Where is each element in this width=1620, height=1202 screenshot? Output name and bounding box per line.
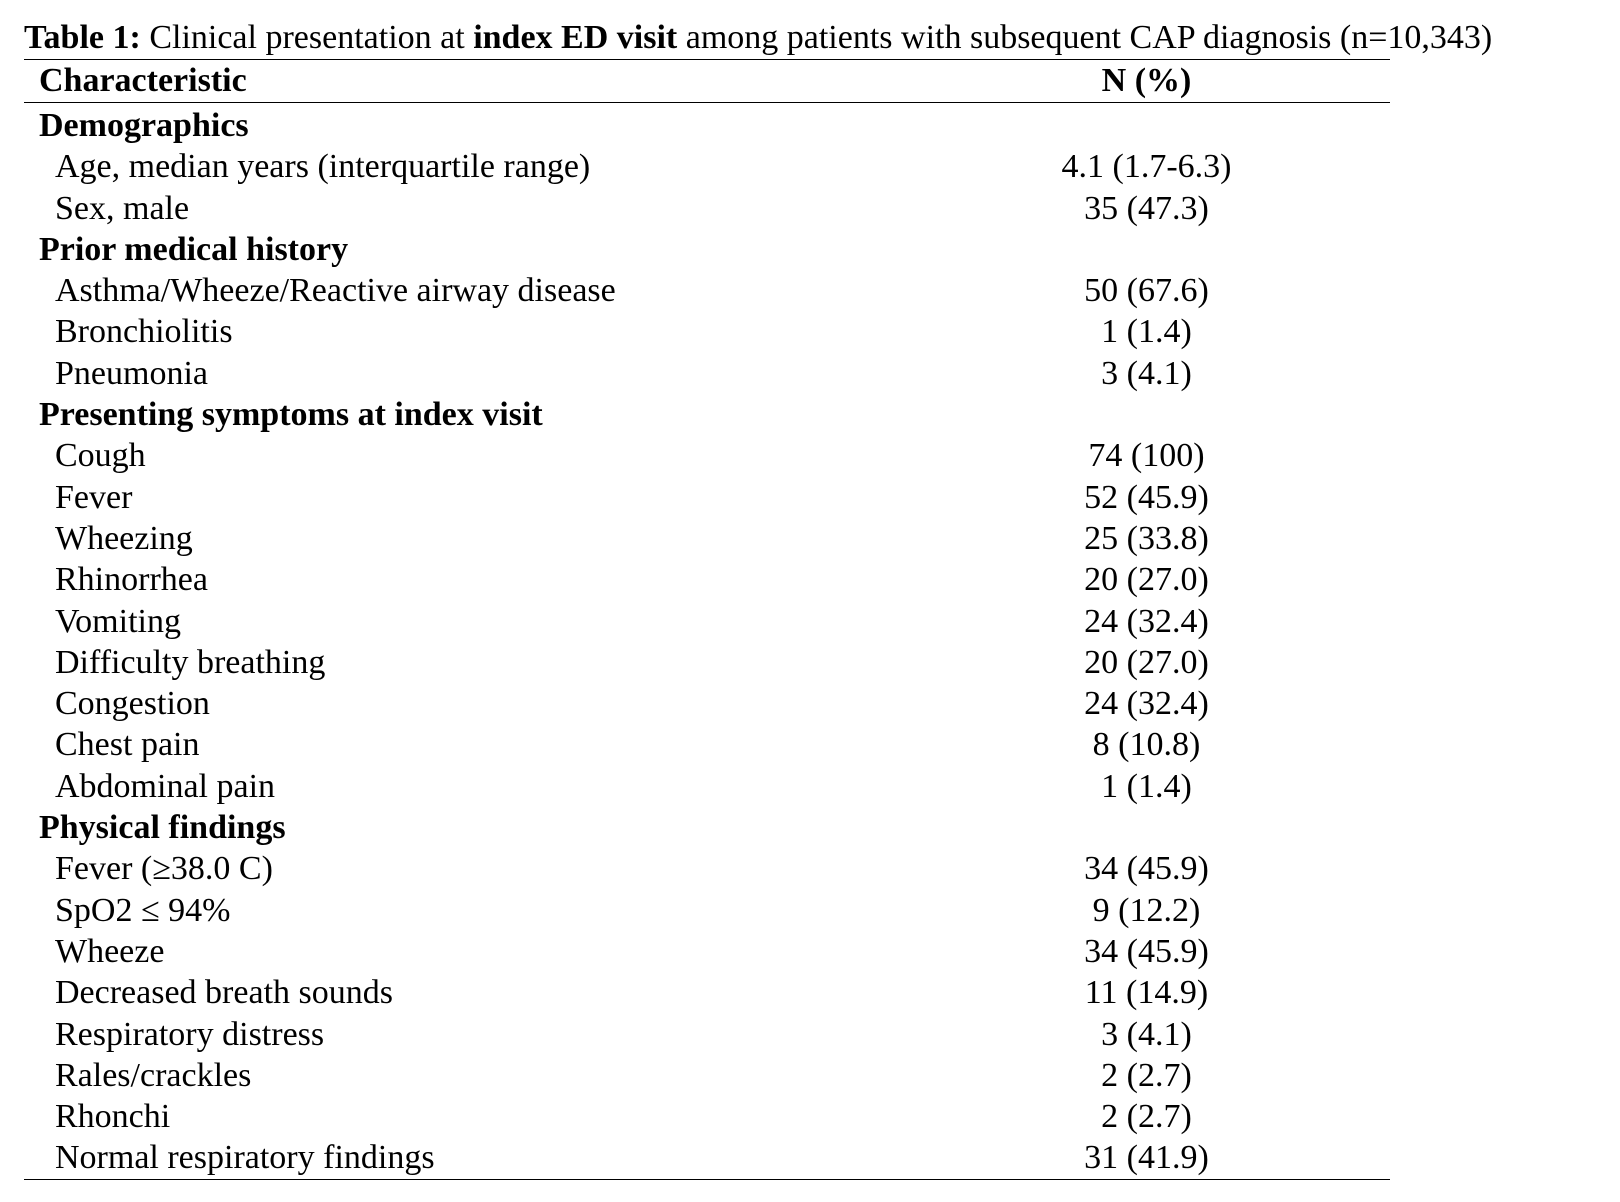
characteristic-cell: Normal respiratory findings <box>55 1139 435 1177</box>
section-heading: Demographics <box>39 107 249 144</box>
data-table <box>24 59 1390 1180</box>
n-percent-cell: 1 (1.4) <box>1101 767 1192 805</box>
n-percent-cell: 20 (27.0) <box>1084 643 1209 681</box>
table-row <box>24 146 1390 187</box>
n-percent-cell: 11 (14.9) <box>1084 974 1209 1012</box>
table-row <box>24 848 1390 889</box>
table-row <box>24 601 1390 642</box>
characteristic-cell: Rales/crackles <box>55 1056 252 1094</box>
table-caption-label: Table 1: <box>24 19 141 56</box>
n-percent-cell: 1 (1.4) <box>1101 313 1192 351</box>
table-row <box>24 311 1390 352</box>
characteristic-cell: Abdominal pain <box>55 767 276 805</box>
n-percent-cell: 3 (4.1) <box>1101 1015 1192 1053</box>
table-row <box>24 931 1390 972</box>
table-row <box>24 1055 1390 1096</box>
characteristic-cell: Congestion <box>55 685 210 723</box>
table-row <box>24 766 1390 807</box>
table-row <box>24 972 1390 1013</box>
table-caption-emphasis: index ED visit <box>473 19 678 56</box>
n-percent-cell: 20 (27.0) <box>1084 561 1209 599</box>
table-row <box>24 559 1390 600</box>
table-section-row <box>24 105 1390 146</box>
characteristic-cell: Rhinorrhea <box>55 561 208 599</box>
characteristic-cell: Sex, male <box>55 189 190 227</box>
table-row <box>24 1137 1390 1178</box>
characteristic-cell: Fever (≥38.0 C) <box>55 850 273 888</box>
header-characteristic: Characteristic <box>39 62 247 99</box>
table-row <box>24 435 1390 476</box>
n-percent-cell: 50 (67.6) <box>1084 272 1209 310</box>
characteristic-cell: Decreased breath sounds <box>55 974 393 1012</box>
n-percent-cell: 52 (45.9) <box>1084 478 1209 516</box>
n-percent-cell: 4.1 (1.7-6.3) <box>1061 148 1232 186</box>
n-percent-cell: 2 (2.7) <box>1101 1056 1192 1094</box>
characteristic-cell: Bronchiolitis <box>55 313 233 351</box>
characteristic-cell: Rhonchi <box>55 1098 171 1136</box>
table-row <box>24 188 1390 229</box>
table-row <box>24 518 1390 559</box>
characteristic-cell: Fever <box>55 478 133 516</box>
table-row <box>24 270 1390 311</box>
table-section-row <box>24 394 1390 435</box>
characteristic-cell: Age, median years (interquartile range) <box>55 148 591 186</box>
characteristic-cell: Asthma/Wheeze/Reactive airway disease <box>55 272 616 310</box>
characteristic-cell: Wheezing <box>55 519 193 557</box>
table-row <box>24 1014 1390 1055</box>
table-row <box>24 642 1390 683</box>
characteristic-cell: Wheeze <box>55 932 165 970</box>
n-percent-cell: 3 (4.1) <box>1101 354 1192 392</box>
characteristic-cell: Chest pain <box>55 726 200 764</box>
n-percent-cell: 74 (100) <box>1088 437 1205 475</box>
n-percent-cell: 24 (32.4) <box>1084 602 1209 640</box>
header-n-percent: N (%) <box>1101 62 1192 99</box>
table-section-row <box>24 229 1390 270</box>
characteristic-cell: Difficulty breathing <box>55 643 326 681</box>
characteristic-cell: Cough <box>55 437 146 475</box>
section-heading: Prior medical history <box>39 230 349 268</box>
n-percent-cell: 24 (32.4) <box>1084 685 1209 723</box>
section-heading: Presenting symptoms at index visit <box>39 396 543 434</box>
table-caption-text-end: among patients with subsequent CAP diagnosis (n=10,343) <box>677 19 1493 56</box>
table-row <box>24 477 1390 518</box>
n-percent-cell: 34 (45.9) <box>1084 850 1209 888</box>
table-section-row <box>24 807 1390 848</box>
n-percent-cell: 35 (47.3) <box>1084 189 1209 227</box>
table-bottom-rule <box>24 1179 1390 1180</box>
n-percent-cell: 25 (33.8) <box>1084 519 1209 557</box>
n-percent-cell: 2 (2.7) <box>1101 1098 1192 1136</box>
section-heading: Physical findings <box>39 809 286 847</box>
table-row <box>24 1096 1390 1137</box>
table-body <box>24 103 1390 1179</box>
characteristic-cell: SpO2 ≤ 94% <box>55 891 231 929</box>
characteristic-cell: Vomiting <box>55 602 181 640</box>
characteristic-cell: Pneumonia <box>55 354 208 392</box>
n-percent-cell: 34 (45.9) <box>1084 932 1209 970</box>
table-row <box>24 890 1390 931</box>
n-percent-cell: 31 (41.9) <box>1084 1139 1209 1177</box>
table-row <box>24 353 1390 394</box>
table-row <box>24 724 1390 765</box>
n-percent-cell: 9 (12.2) <box>1092 891 1201 929</box>
table-caption <box>24 16 1492 60</box>
table-caption-text: Clinical presentation at <box>140 19 474 56</box>
characteristic-cell: Respiratory distress <box>55 1015 325 1053</box>
table-row <box>24 683 1390 724</box>
table-header-row <box>24 60 1390 102</box>
n-percent-cell: 8 (10.8) <box>1092 726 1201 764</box>
